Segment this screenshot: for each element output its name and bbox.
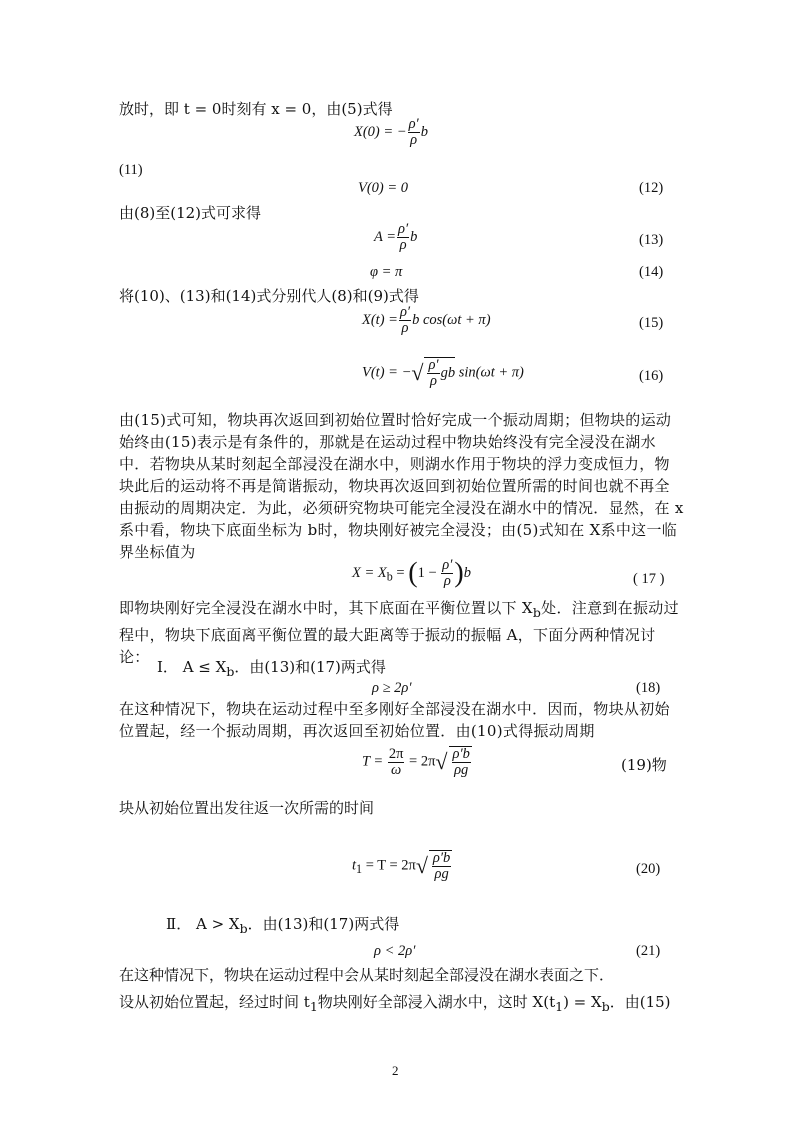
paragraph-4-line-2	[119, 993, 671, 1016]
equation-13	[374, 222, 417, 253]
eq16-den: ρ	[430, 373, 437, 389]
case1-text: Ⅰ． A ≤ X	[157, 658, 227, 676]
text-line-3: 将(10)、(13)和(14)式分别代人(8)和(9)式得	[119, 287, 419, 305]
equation-18: ρ ≥ 2ρ′	[372, 680, 412, 696]
eq15-num: ρ′	[399, 304, 411, 320]
eq19-num2: ρ′b	[452, 746, 470, 762]
eq20-radical: √	[415, 853, 428, 878]
eq11-num: ρ′	[408, 116, 419, 132]
eq19-lhs: T =	[362, 753, 384, 770]
eq16-sqrt	[424, 357, 455, 389]
eq20-num: ρ′b	[432, 850, 451, 866]
para4b-sub: 1	[309, 999, 318, 1014]
eq19-frac1	[388, 747, 405, 778]
label-20: (20)	[636, 861, 661, 877]
label-11: (11)	[119, 162, 143, 178]
eq16-frac	[427, 358, 439, 389]
equation-20	[352, 850, 452, 882]
label-19: (19)物	[621, 756, 667, 774]
para2-sub: b	[532, 605, 542, 620]
eq17-eq: =	[396, 564, 405, 581]
text-line-2: 由(8)至(12)式可求得	[119, 204, 262, 222]
label-17: ( 17 )	[633, 571, 665, 587]
equation-21: ρ < 2ρ′	[374, 943, 416, 959]
label-18: (18)	[636, 680, 661, 696]
page-number: 2	[392, 1063, 399, 1078]
eq11-lhs: X(0) = −	[354, 123, 407, 140]
eq17-lhs: X = X	[352, 564, 387, 581]
eq13-tail: b	[410, 228, 418, 245]
eq17-rparen: )	[454, 557, 464, 589]
case-1-line	[157, 658, 386, 681]
para4d-sub: b	[601, 999, 610, 1014]
eq11-den: ρ	[410, 132, 418, 148]
eq13-lhs: A =	[374, 228, 397, 245]
label-21: (21)	[636, 943, 661, 959]
eq16-lhs: V(t) = −	[362, 364, 412, 381]
eq17-lparen: (	[408, 557, 418, 589]
eq16-tail: sin(ωt + π)	[458, 364, 524, 381]
eq19-frac2	[452, 747, 471, 778]
para4c-text: 物块刚好全部浸入湖水中，这时 X(t	[317, 993, 556, 1011]
case1-tail: ．由(13)和(17)两式得	[234, 658, 386, 676]
eq13-num: ρ′	[398, 221, 409, 237]
text-line-4: 块从初始位置出发往返一次所需的时间	[119, 799, 375, 817]
equation-11	[354, 117, 428, 148]
eq16-num: ρ′	[428, 357, 439, 373]
case2-tail: ．由(13)和(17)两式得	[247, 915, 400, 933]
case2-sub: b	[239, 921, 248, 936]
case1-sub: b	[226, 664, 235, 679]
eq20-den: ρg	[434, 866, 449, 882]
para4c-sub: 1	[555, 999, 564, 1014]
case2-text: Ⅱ． A > X	[166, 915, 240, 933]
eq17-frac	[441, 558, 453, 589]
eq11-frac	[408, 117, 420, 148]
eq17-one: 1 −	[417, 564, 437, 581]
equation-17	[352, 558, 471, 589]
paragraph-3: 在这种情况下，物块在运动过程中至多刚好全部浸没在湖水中．因而，物块从初始位置起，经一个振动周期，再次返回至初始位置．由(10)式得振动周期	[119, 700, 670, 740]
equation-15	[362, 305, 491, 336]
paragraph-4-line-1: 在这种情况下，物块在运动过程中会从某时刻起全部浸没在湖水表面之下．	[119, 966, 615, 984]
label-15: (15)	[639, 315, 664, 331]
eq15-den: ρ	[401, 320, 409, 336]
eq17-num: ρ′	[442, 557, 453, 573]
equation-12: V(0) = 0	[358, 180, 409, 196]
eq15-frac	[399, 305, 411, 336]
label-16: (16)	[639, 368, 664, 384]
eq13-frac	[397, 222, 409, 253]
eq15-tail: b cos(ωt + π)	[412, 311, 491, 328]
eq17-den: ρ	[443, 573, 451, 589]
text-line-1: 放时，即 t = 0时刻有 x = 0，由(5)式得	[119, 100, 393, 118]
eq19-mid: = 2π	[409, 753, 436, 770]
equation-19	[362, 746, 472, 778]
para4e-text: ．由(15)	[609, 993, 671, 1011]
para2b-text: 处．注意到在振动过程中，物块下底面离平衡位置的最大距离等于振动的振幅 A，下面分两种情况讨论：	[119, 599, 679, 666]
para2-text: 即物块刚好完全浸没在湖水中时，其下底面在平衡位置以下 X	[119, 599, 533, 617]
para4d-text: ) = X	[563, 993, 602, 1011]
eq19-den2: ρg	[454, 762, 469, 778]
eq20-lhs: t	[352, 857, 357, 874]
label-12: (12)	[639, 180, 664, 196]
eq19-den1: ω	[391, 761, 402, 778]
equation-16	[362, 357, 524, 389]
eq11-tail: b	[420, 123, 428, 140]
eq20-sqrt	[429, 850, 452, 882]
paragraph-1: 由(15)式可知，物块再次返回到初始位置时恰好完成一个振动周期；但物块的运动始终由(15)表示是有条件的，那就是在运动过程中物块始终没有完全浸没在湖水中．若物块从某时刻起全部浸没在湖水中，则湖水作用于物块的浮力变成恒力，物块此后的运动将不再是简谐振动，物块再次返回到初始位置所需的时间也就不再全由振动的周期决定．为此，必须研究物块可能完全浸没在湖水中的情况．显然，在 x系中看，物块下底面坐标为 b时，物块刚好被完全浸没；由(5)式知在 X系中这一临界坐标值为	[119, 411, 684, 561]
eq13-den: ρ	[399, 237, 407, 253]
eq17-tail: b	[463, 564, 471, 581]
eq19-num1: 2π	[388, 745, 404, 762]
eq20-sub: 1	[356, 862, 363, 877]
eq20-mid: = T = 2π	[365, 857, 416, 874]
eq19-sqrt	[449, 746, 472, 778]
eq17-sub: b	[386, 569, 393, 584]
para4b-text: 设从初始位置起，经过时间 t	[119, 993, 310, 1011]
eq20-frac	[432, 851, 451, 882]
equation-14: φ = π	[370, 264, 403, 280]
eq19-radical: √	[435, 749, 448, 774]
eq16-radical: √	[411, 360, 424, 385]
eq15-lhs: X(t) =	[362, 311, 398, 328]
label-14: (14)	[639, 264, 664, 280]
label-13: (13)	[639, 232, 664, 248]
case-2-line	[166, 915, 399, 938]
eq16-inner: gb	[440, 364, 456, 381]
